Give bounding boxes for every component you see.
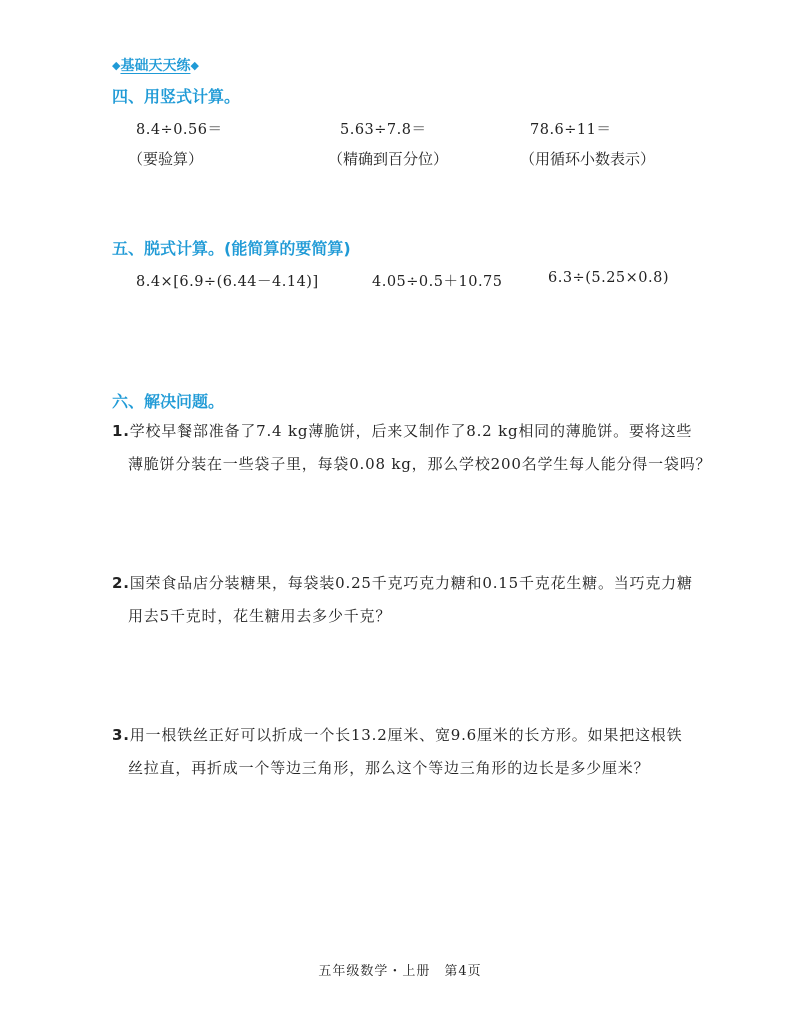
section-banner xyxy=(112,55,199,75)
question-2-line-1 xyxy=(112,572,693,593)
section-6-title: 六、解决问题。 xyxy=(112,392,225,411)
question-number: 3. xyxy=(112,726,130,744)
question-text: 学校早餐部准备了7.4 kg薄脆饼，后来又制作了8.2 kg相同的薄脆饼。要将这些 xyxy=(129,422,693,440)
page-footer: 五年级数学・上册 第4页 xyxy=(318,964,482,979)
problem-5-2: 4.05÷0.5＋10.75 xyxy=(372,274,503,290)
problem-4-2: 5.63÷7.8＝ xyxy=(340,122,427,138)
note-4-3: （用循环小数表示） xyxy=(520,150,656,168)
banner-text: 基础天天练 xyxy=(120,58,191,74)
question-3-line-2: 丝拉直，再折成一个等边三角形，那么这个等边三角形的边长是多少厘米？ xyxy=(128,759,650,777)
question-1-line-2: 薄脆饼分装在一些袋子里，每袋0.08 kg，那么学校200名学生每人能分得一袋吗？ xyxy=(128,455,712,473)
question-2-line-2: 用去5千克时，花生糖用去多少千克？ xyxy=(128,607,392,625)
question-1-line-1 xyxy=(112,420,692,441)
question-3-line-1 xyxy=(112,724,682,745)
problem-5-3: 6.3÷(5.25×0.8) xyxy=(548,270,670,286)
section-5-title: 五、脱式计算。(能简算的要简算) xyxy=(112,239,351,258)
note-4-1: （要验算） xyxy=(128,150,204,168)
problem-4-3: 78.6÷11＝ xyxy=(530,122,612,138)
problem-4-1: 8.4÷0.56＝ xyxy=(136,122,223,138)
section-4-title: 四、用竖式计算。 xyxy=(112,87,241,106)
question-text: 国荣食品店分装糖果，每袋装0.25千克巧克力糖和0.15千克花生糖。当巧克力糖 xyxy=(129,574,693,592)
question-number: 2. xyxy=(112,574,130,592)
question-number: 1. xyxy=(112,422,130,440)
note-4-2: （精确到百分位） xyxy=(328,150,449,168)
problem-5-1: 8.4×[6.9÷(6.44－4.14)] xyxy=(136,274,319,290)
question-text: 用一根铁丝正好可以折成一个长13.2厘米、宽9.6厘米的长方形。如果把这根铁 xyxy=(129,726,683,744)
diamond-right-icon: ◆ xyxy=(190,59,199,72)
diamond-left-icon: ◆ xyxy=(112,59,121,72)
